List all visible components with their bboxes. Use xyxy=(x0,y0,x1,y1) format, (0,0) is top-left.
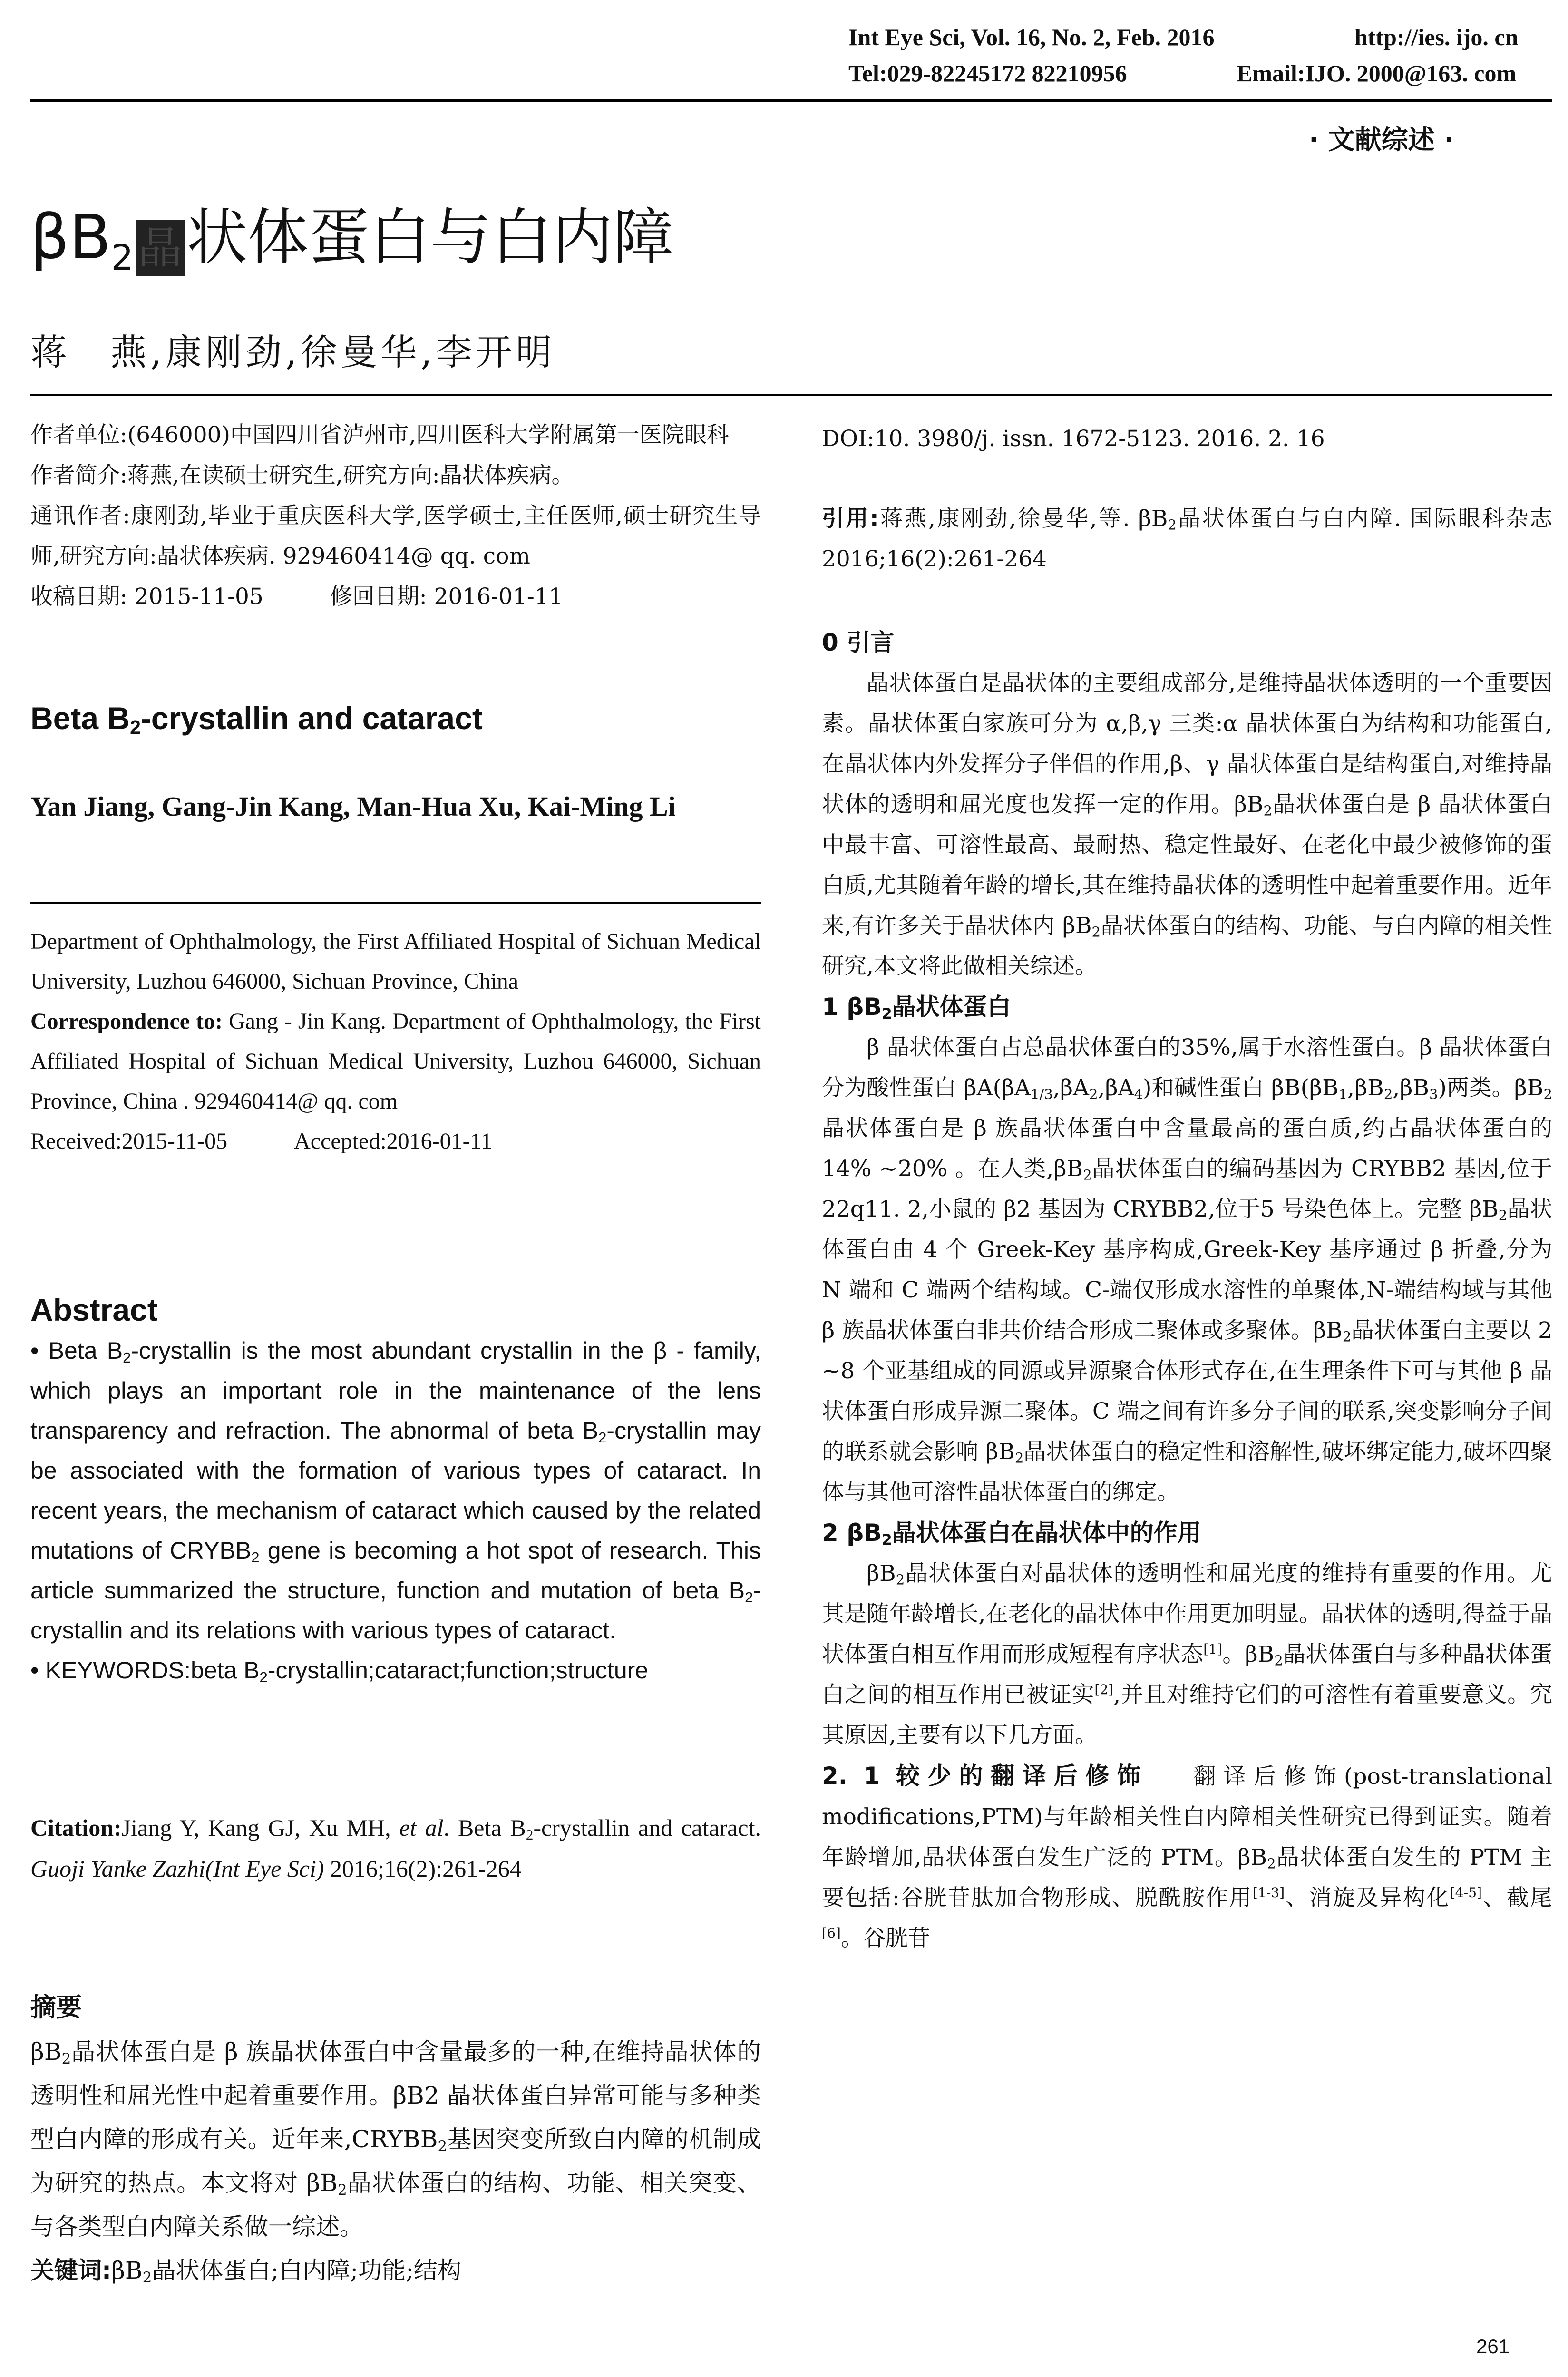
ref-1: [1] xyxy=(1203,1641,1223,1657)
sec1-h-sub: 2 xyxy=(882,1005,892,1023)
chinese-abstract-heading xyxy=(30,1987,82,2028)
sec1-s3: 3 xyxy=(1429,1086,1438,1102)
sec0-sub-1: 2 xyxy=(1263,802,1272,819)
sec21-d: 、截尾 xyxy=(1482,1885,1552,1911)
cn-kw-label: 关键词: xyxy=(30,2257,111,2284)
ref-1-3: [1-3] xyxy=(1252,1885,1285,1901)
citation-b: . Beta B xyxy=(443,1814,526,1841)
sec0-a: 晶状体蛋白是晶状体的主要组成部分,是维持晶状体透明的一个重要因素。晶状体蛋白家族可分为 α,β,γ 三类:α 晶状体蛋白为结构和功能蛋白,在晶状体内外发挥分子伴侣的作用,β、γ 晶状体蛋白是结构蛋白,对维持晶状体的透明和屈光度也发挥一定的作用。βB xyxy=(822,670,1552,818)
affiliation-unit: 作者单位:(646000)中国四川省泸州市,四川医科大学附属第一医院眼科 xyxy=(30,422,729,448)
sec2-e: ,并且对维持它们的可溶性有着重要意义。究其原因,主要有以下几方面。 xyxy=(822,1682,1552,1748)
english-received: Received:2015-11-05 xyxy=(30,1129,228,1154)
ref-2: [2] xyxy=(1094,1682,1114,1698)
abstract-keywords xyxy=(30,1650,761,1690)
abstract-part-d: gene is becoming a hot spot of research. This article summarized the structure, function and mutation of beta B xyxy=(30,1537,761,1604)
journal-email-text: Email:IJO. 2000@163. com xyxy=(1237,60,1517,87)
english-title-sub: 2 xyxy=(130,716,141,739)
ref-4-5: [4-5] xyxy=(1450,1885,1482,1901)
sec1-h-b: 晶状体蛋白 xyxy=(892,993,1011,1021)
abstract-part-e: -crystallin and its relations with various types of cataract. xyxy=(30,1577,761,1644)
sec1-f: 晶状体蛋白由 4 个 Greek-Key 基序构成,Greek-Key 基序通过 β 折叠,分为 N 端和 C 端两个结构域。C-端仅形成水溶性的单聚体,N-端结构域与其他 β 族晶状体蛋白非共价结合形成二聚体或多聚体。βB xyxy=(822,1196,1552,1344)
sec1-s1: 1 xyxy=(1338,1086,1348,1102)
keywords-a: • KEYWORDS:beta B xyxy=(30,1657,260,1684)
journal-citation-header xyxy=(848,19,1215,55)
cn-kw-sub: 2 xyxy=(142,2269,152,2286)
sec2-sub-2: 2 xyxy=(1274,1652,1283,1669)
journal-tel xyxy=(848,55,1127,91)
header-rule xyxy=(30,99,1552,102)
sec2-h-sub: 2 xyxy=(882,1531,892,1549)
affiliation-bio: 作者简介:蒋燕,在读硕士研究生,研究方向:晶状体疾病。 xyxy=(30,462,574,488)
abstract-text xyxy=(30,1331,761,1650)
sec2-sub-1: 2 xyxy=(896,1571,905,1588)
journal-volume: Int Eye Sci, Vol. 16, No. 2, Feb. 2016 xyxy=(848,24,1215,50)
sec1-sub-1: 2 xyxy=(1543,1086,1552,1102)
cn-abs-sub-3: 2 xyxy=(337,2181,347,2199)
sec2-d: 晶状体蛋白与多种晶状体蛋白之间的相互作用已被证实 xyxy=(822,1641,1552,1708)
sec1-a: β 晶状体蛋白占总晶状体蛋白的35%,属于水溶性蛋白。β 晶状体蛋白分为酸性蛋白 βA(βA xyxy=(822,1034,1552,1101)
cn-abs-sub-1: 2 xyxy=(61,2050,71,2067)
sec1-sub-5: 2 xyxy=(1014,1450,1024,1466)
abstract-part-b: -crystallin is the most abundant crystallin in the β - family, which plays an important role in the maintenance of the lens transparency and refraction. The abnormal of beta B xyxy=(30,1337,761,1444)
keywords-b: -crystallin;cataract;function;structure xyxy=(267,1657,649,1684)
sec2-a: βB xyxy=(867,1560,896,1587)
citation-c: -crystallin and cataract. xyxy=(533,1814,761,1841)
title-rule xyxy=(30,394,1552,396)
cn-kw-b: 晶状体蛋白;白内障;功能;结构 xyxy=(152,2257,461,2284)
english-title-b: -crystallin and cataract xyxy=(140,701,483,736)
citation-d: 2016;16(2):261-264 xyxy=(330,1855,522,1882)
citation-etal: et al xyxy=(399,1814,444,1841)
abstract-part-c: -crystallin may be associated with the formation of various types of cataract. In recent years, the mechanism of cataract which caused by the related mutations of CRYBB xyxy=(30,1417,761,1564)
sec2-h-a: 2 βB xyxy=(822,1519,882,1547)
section-1-heading xyxy=(822,986,1552,1027)
cn-cite-label: 引用: xyxy=(822,506,879,532)
abstract-part-a: • Beta B xyxy=(30,1337,123,1364)
cn-abs-c: 基因突变所致白内障的机制成为研究的热点。本文将对 βB xyxy=(30,2125,761,2197)
english-authors-text: Yan Jiang, Gang-Jin Kang, Man-Hua Xu, Kai-Ming Li xyxy=(30,791,676,822)
abstract-body xyxy=(30,1331,761,1690)
chinese-abstract-body xyxy=(30,2030,761,2292)
sec0-c: 晶状体蛋白的结构、功能、与白内障的相关性研究,本文将此做相关综述。 xyxy=(822,913,1552,979)
citation-chinese xyxy=(822,498,1552,579)
correspondence-text: Gang - Jin Kang. Department of Ophthalmology, the First Affiliated Hospital of Sichuan Medical University, Luzhou 646000, Sichuan Province, China . 929460414@ qq. com xyxy=(30,1009,761,1114)
sec0-sub-2: 2 xyxy=(1091,924,1101,940)
title-rest: 状体蛋白与白内障 xyxy=(186,202,674,273)
sec1-b: )和碱性蛋白 βB(βB xyxy=(1143,1075,1339,1101)
sec1-sub-3: 2 xyxy=(1498,1207,1508,1224)
section-2-text xyxy=(822,1553,1552,1755)
section-1-text: β 晶状体蛋白占总晶状体蛋白的35%,属于水溶性蛋白。β 晶状体蛋白分为酸性蛋白 $\beta A(\beta A_{1/3},\beta A_2,\beta A_4)$和碱性蛋白 $\beta B(\beta B_1,\beta B_2,\beta B_3)$两类。$\beta B_2$晶状体蛋白是 β 族晶状体蛋白中含量最高的蛋白质,约占晶状体蛋白的 14% ~20% 。在人类$,\beta B_2$晶状体蛋白的编码基因为 CRYBB2 基因,位于22q11. 2,小鼠的 β2 基因为 CRYBB2,位于5 号染色体上。完整 $\beta B_2$晶状体蛋白由 4 个 Greek-Key 基序构成,Greek-Key 基序通过 β 折叠,分为 N 端和 C 端两个结构域。C-端仅形成水溶性的单聚体,N-端结构域与其他 β 族晶状体蛋白非共价结合形成二聚体或多聚体。$\beta B_2$晶状体蛋白主要以 2 ~8 个亚基组成的同源或异源聚合体形式存在,在生理条件下可与其他 β 晶状体蛋白形成异源二聚体。C 端之间有许多分子间的联系,突变影响分子间的联系就会影响 $\beta B_2$晶状体蛋白的稳定性和溶解性,破坏绑定能力,破坏四聚体与其他可溶性晶状体蛋白的绑定。 xyxy=(822,1034,1553,1505)
sec21-e: 。谷胱苷 xyxy=(840,1925,930,1951)
section-0-text xyxy=(822,663,1552,986)
english-affiliation-text: Department of Ophthalmology, the First Affiliated Hospital of Sichuan Medical University, Luzhou 646000, Sichuan Province, China xyxy=(30,929,761,994)
abstract-sub-1: 2 xyxy=(123,1349,131,1366)
affiliation-corresponding: 通讯作者:康刚劲,毕业于重庆医科大学,医学硕士,主任医师,硕士研究生导师,研究方向:晶状体疾病. 929460414@ qq. com xyxy=(30,503,761,569)
authors-chinese xyxy=(30,323,555,375)
sec1-e: 晶状体蛋白的编码基因为 CRYBB2 基因,位于22q11. 2,小鼠的 β2 基因为 CRYBB2,位于5 号染色体上。完整 βB xyxy=(822,1156,1553,1222)
sec0-b: 晶状体蛋白是 β 晶状体蛋白中最丰富、可溶性最高、最耐热、稳定性最好、在老化中最少被修饰的蛋白质,尤其随着年龄的增长,其在维持晶状体的透明性中起着重要作用。近年来,有许多关于晶状体内 βB xyxy=(822,791,1552,939)
cn-cite-b: 晶状体蛋白与白内障. 国际眼科杂志 2016;16(2):261-264 xyxy=(822,506,1552,572)
chinese-keywords xyxy=(30,2249,761,2292)
title-subscript: 2 xyxy=(111,237,134,278)
section-2-1 xyxy=(822,1755,1552,1958)
english-affiliation xyxy=(30,922,761,1161)
section-label-text: · 文献综述 · xyxy=(1309,125,1454,156)
abstract-sub-4: 2 xyxy=(745,1588,753,1606)
doi-line xyxy=(822,419,1552,459)
sec21-heading: 2. 1 较少的翻译后修饰 xyxy=(822,1762,1149,1790)
sec1-g: 晶状体蛋白主要以 2 ~8 个亚基组成的同源或异源聚合体形式存在,在生理条件下可与其他 β 晶状体蛋白形成异源二聚体。C 端之间有许多分子间的联系,突变影响分子间的联系就会影响 βB xyxy=(822,1317,1552,1465)
chinese-abstract-heading-text: 摘要 xyxy=(30,1992,82,2022)
affiliation-dates xyxy=(30,576,761,617)
english-authors xyxy=(30,785,761,828)
sec1-sub-2: 2 xyxy=(1083,1167,1092,1183)
affiliation-block xyxy=(30,415,761,617)
sec1-d: 晶状体蛋白是 β 族晶状体蛋白中含量最高的蛋白质,约占晶状体蛋白的 14% ~20% 。在人类,βB xyxy=(822,1115,1552,1182)
title-prefix: βB xyxy=(30,202,111,273)
journal-email xyxy=(1237,55,1516,91)
sec21-c: 、消旋及异构化 xyxy=(1285,1885,1450,1911)
sec21-b: 晶状体蛋白发生的 PTM 主要包括:谷胱苷肽加合物形成、脱酰胺作用 xyxy=(822,1844,1553,1911)
page-title xyxy=(30,200,674,276)
body-right xyxy=(822,622,1552,1958)
chinese-abstract-text xyxy=(30,2030,761,2249)
journal-url-text: http://ies. ijo. cn xyxy=(1354,24,1519,50)
cn-kw-a: βB xyxy=(111,2257,143,2284)
english-accepted: Accepted:2016-01-11 xyxy=(294,1129,492,1154)
sec1-s4: 4 xyxy=(1134,1086,1143,1102)
section-2-heading xyxy=(822,1512,1552,1553)
correspondence-label: Correspondence to: xyxy=(30,1009,223,1034)
obscured-character: 晶 xyxy=(136,220,185,276)
revised-date: 修回日期: 2016-01-11 xyxy=(330,584,563,610)
citation-a: Jiang Y, Kang GJ, Xu MH, xyxy=(121,1814,391,1841)
citation-english xyxy=(30,1807,761,1889)
received-date: 收稿日期: 2015-11-05 xyxy=(30,584,263,610)
abstract-heading-text: Abstract xyxy=(30,1292,158,1327)
sec2-h-b: 晶状体蛋白在晶状体中的作用 xyxy=(892,1519,1201,1547)
citation-chinese-text xyxy=(822,498,1552,579)
sec1-s13: 1/3 xyxy=(1031,1086,1053,1102)
section-label xyxy=(1309,119,1454,157)
english-correspondence xyxy=(30,1002,761,1121)
authors-rule xyxy=(30,902,761,904)
sec1-s2: 2 xyxy=(1089,1086,1098,1102)
citation-sub: 2 xyxy=(526,1826,534,1843)
sec1-h: 晶状体蛋白的稳定性和溶解性,破坏绑定能力,破坏四聚体与其他可溶性晶状体蛋白的绑定。 xyxy=(822,1439,1552,1505)
abstract-sub-2: 2 xyxy=(598,1429,607,1446)
sec21-sub: 2 xyxy=(1267,1855,1276,1872)
sec1-h-a: 1 βB xyxy=(822,993,882,1021)
sec2-b: 晶状体蛋白对晶状体的透明性和屈光度的维持有重要的作用。尤其是随年龄增长,在老化的晶状体中作用更加明显。晶状体的透明,得益于晶状体蛋白相互作用而形成短程有序状态 xyxy=(822,1560,1552,1667)
citation-english-text xyxy=(30,1807,761,1889)
cn-abs-d: 晶状体蛋白的结构、功能、相关突变、与各类型白内障关系做一综述。 xyxy=(30,2169,761,2241)
page-number-text: 261 xyxy=(1476,2335,1510,2358)
doi-text: DOI:10. 3980/j. issn. 1672-5123. 2016. 2. 16 xyxy=(822,426,1325,452)
sec1-s2b: 2 xyxy=(1383,1086,1393,1102)
sec1-c: )两类。βB xyxy=(1438,1075,1544,1101)
sec21-a: 翻译后修饰(post-translational modifications,PTM)与年龄相关性白内障相关性研究已得到证实。随着年龄增加,晶状体蛋白发生广泛的 PTM。βB xyxy=(822,1763,1552,1870)
page-number xyxy=(1476,2335,1510,2358)
english-title xyxy=(30,695,483,741)
ref-6: [6] xyxy=(822,1925,841,1941)
citation-journal: Guoji Yanke Zazhi(Int Eye Sci) xyxy=(30,1855,324,1882)
journal-tel-text: Tel:029-82245172 82210956 xyxy=(848,60,1127,87)
abstract-sub-3: 2 xyxy=(251,1549,260,1566)
sec1-sub-4: 2 xyxy=(1342,1328,1352,1345)
citation-label: Citation: xyxy=(30,1814,122,1841)
abstract-heading xyxy=(30,1287,158,1333)
english-dates xyxy=(30,1121,761,1161)
sec2-c: 。βB xyxy=(1222,1641,1275,1667)
english-title-a: Beta B xyxy=(30,701,130,736)
authors-chinese-text: 蒋 燕,康刚劲,徐曼华,李开明 xyxy=(30,331,556,373)
cn-abs-sub-2: 2 xyxy=(438,2137,448,2155)
cn-abs-b: 晶状体蛋白是 β 族晶状体蛋白中含量最多的一种,在维持晶状体的透明性和屈光性中起着重要作用。βB2 晶状体蛋白异常可能与多种类型白内障的形成有关。近年来,CRYBB xyxy=(30,2038,761,2153)
cn-abs-a: βB xyxy=(30,2038,62,2065)
section-0-heading: 0 引言 xyxy=(822,629,895,656)
journal-url xyxy=(1354,19,1518,55)
cn-cite-a: 蒋燕,康刚劲,徐曼华,等. βB xyxy=(878,506,1168,532)
keywords-sub: 2 xyxy=(259,1668,268,1685)
cn-cite-sub: 2 xyxy=(1168,516,1177,533)
